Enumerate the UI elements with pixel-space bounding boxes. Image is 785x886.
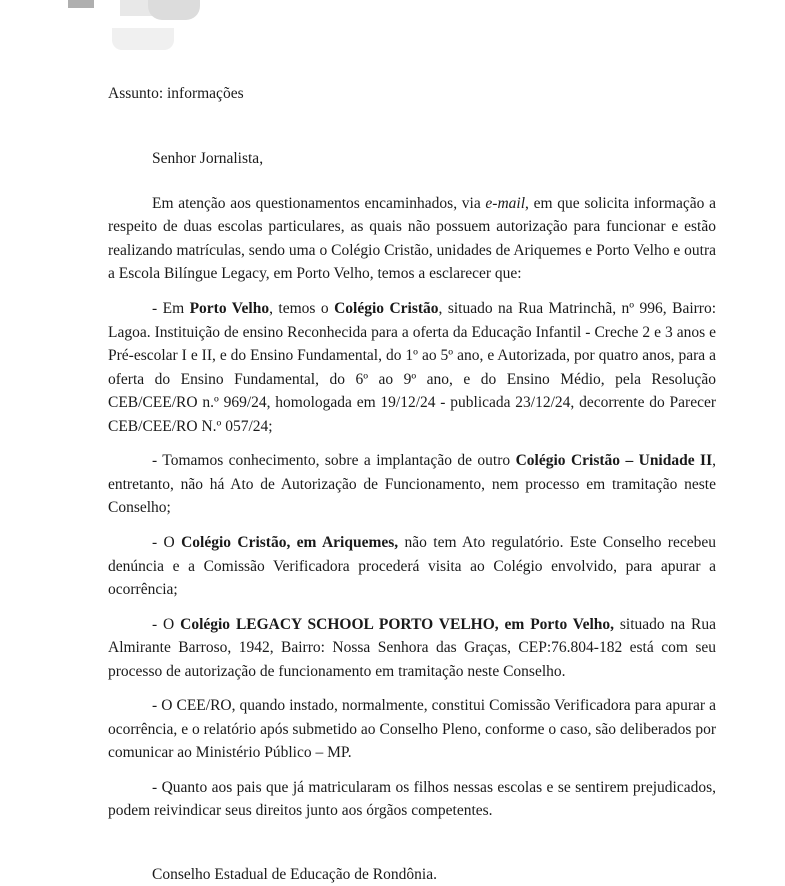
document-body: [108, 84, 716, 886]
salutation: Senhor Jornalista,: [152, 149, 264, 167]
paragraph: [108, 531, 716, 602]
paragraph: [108, 776, 716, 823]
italic-run: e-mail: [485, 194, 526, 212]
text-run: - Quanto aos pais que já matricularam os filhos nessas escolas e se sentirem prejudicados, podem reivindicar seus direitos junto aos órgãos competentes.: [108, 778, 716, 820]
text-run: situado na Rua Almirante Barroso, 1942, Bairro: Nossa Senhora das Graças, CEP:76.804-182 está com seu processo de autorização de funcionamento em tramitação neste Conselho.: [108, 615, 717, 680]
paragraph: [108, 694, 716, 765]
text-run: , temos o: [269, 300, 335, 318]
bold-run: Colégio Cristão – Unidade II: [515, 452, 713, 470]
text-run: Em atenção aos questionamentos encaminhados, via: [152, 194, 486, 212]
text-run: - O: [152, 533, 182, 551]
bold-run: Colégio LEGACY SCHOOL PORTO VELHO, em Porto Velho,: [180, 615, 614, 633]
paragraph: [108, 192, 716, 286]
paragraph: [108, 613, 716, 684]
bold-run: Colégio Cristão, em Ariquemes,: [181, 533, 399, 551]
text-run: - O: [152, 615, 181, 633]
paragraph: [108, 297, 716, 438]
text-run: , entretanto, não há Ato de Autorização de Funcionamento, nem processo em tramitação neste Conselho;: [108, 452, 716, 517]
text-run: - Tomamos conhecimento, sobre a implantação de outro: [152, 452, 516, 470]
closing-signature: Conselho Estadual de Educação de Rondônia.: [152, 865, 437, 883]
letterhead-logo-shadow: [112, 28, 174, 50]
bold-run: Porto Velho: [189, 300, 270, 318]
paragraph-list: [108, 192, 716, 823]
text-run: não tem Ato regulatório. Este Conselho recebeu denúncia e a Comissão Verificadora procederá visita ao Colégio envolvido, para apurar a ocorrência;: [108, 533, 716, 599]
letterhead-logo-shape: [148, 0, 200, 20]
subject-line: Assunto: informações: [108, 85, 244, 102]
letterhead-mark-left: [68, 0, 94, 8]
text-run: - Em: [152, 300, 190, 318]
letterhead-artifacts: [0, 0, 785, 60]
paragraph: [108, 449, 716, 520]
bold-run: Colégio Cristão: [334, 300, 439, 318]
text-run: , em que solicita informação a respeito de duas escolas particulares, as quais não possuem autorização para funcionar e estão realizando matrículas, sendo uma o Colégio Cristão, unidades de Ariquemes e Porto Velho e outra a Escola Bilíngue Legacy, em Porto Velho, temos a esclarecer que:: [108, 194, 716, 283]
text-run: , situado na Rua Matrinchã, nº 996, Bairro: Lagoa. Instituição de ensino Reconhecida para a oferta da Educação Infantil - Creche 2 e 3 anos e Pré-escolar I e II, e do Ensino Fundamental, do 1º ao 5º ano, e Autorizada, por quatro anos, para a oferta do Ensino Fundamental, do 6º ao 9º ano, e do Ensino Médio, pela Resolução CEB/CEE/RO n.º 969/24, homologada em 19/12/24 - publicada 23/12/24, decorrente do Parecer CEB/CEE/RO N.º 057/24;: [108, 300, 717, 435]
text-run: - O CEE/RO, quando instado, normalmente, constitui Comissão Verificadora para apurar a ocorrência, e o relatório após submetido ao Conselho Pleno, conforme o caso, são deliberados por comunicar ao Ministério Público – MP.: [108, 697, 716, 762]
